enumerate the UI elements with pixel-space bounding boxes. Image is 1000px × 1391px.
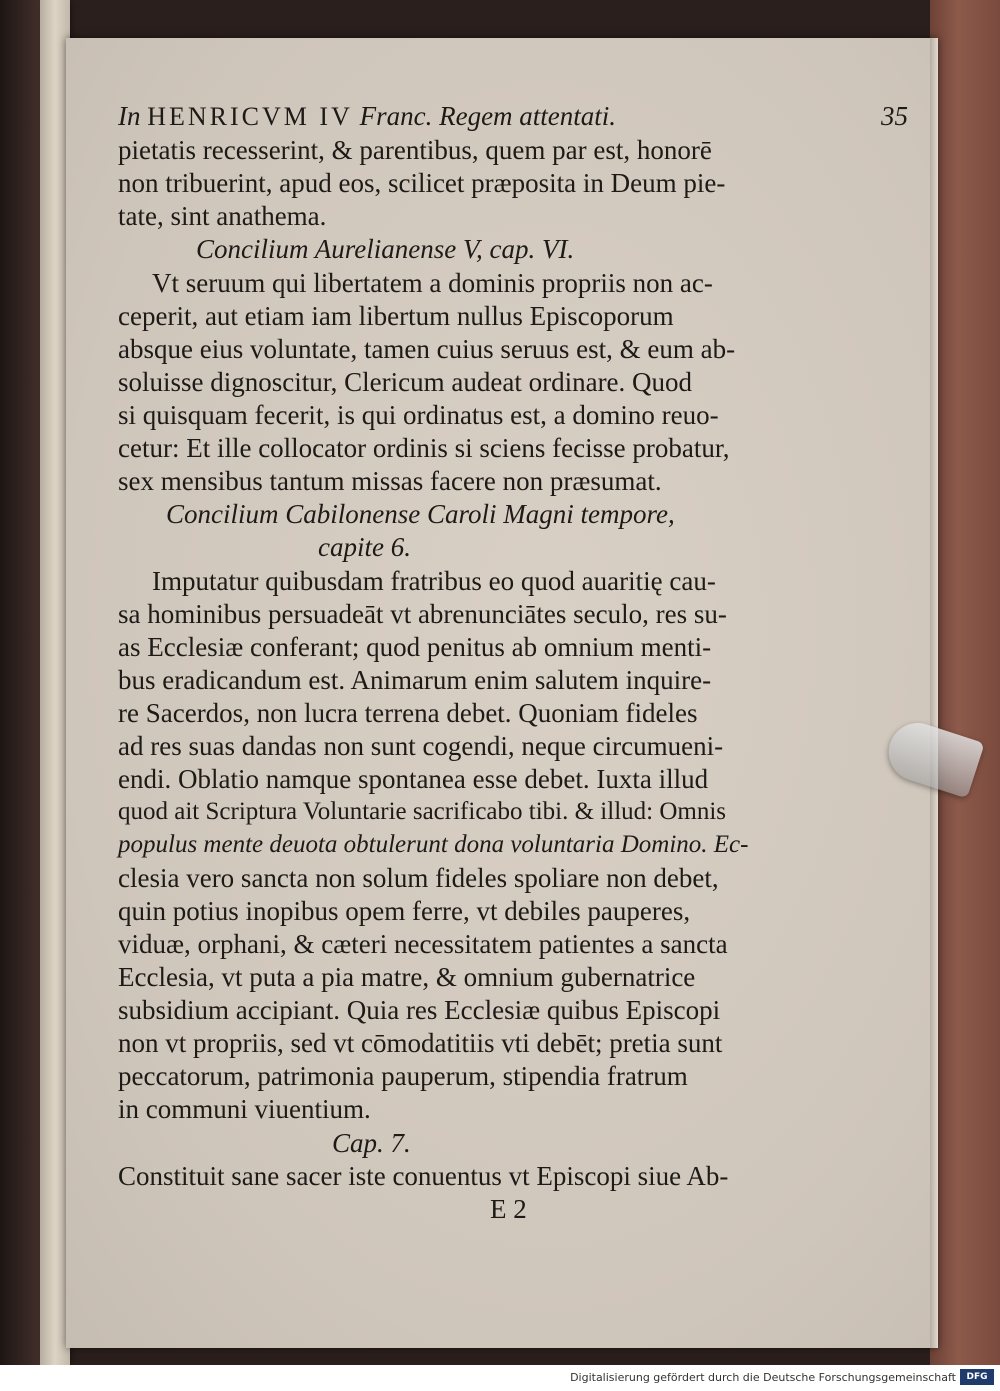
header-rest: Franc. Regem attentati. <box>359 101 617 131</box>
text-line: populus mente deuota obtulerunt dona voluntaria Domino. Ec- <box>118 831 749 858</box>
section-heading: Concilium Aurelianense V, cap. VI. <box>196 234 575 264</box>
text-line: Ecclesia, vt puta a pia matre, & omnium gubernatrice <box>118 962 696 992</box>
header-prefix: In <box>118 101 141 131</box>
text-line: sa hominibus persuadeāt vt abrenunciātes seculo, res su- <box>118 599 727 629</box>
section-heading: capite 6. <box>318 532 411 562</box>
text-line: re Sacerdos, non lucra terrena debet. Quoniam fideles <box>118 698 698 728</box>
signature-mark: E 2 <box>490 1194 527 1224</box>
page-edge <box>930 38 938 1348</box>
text-line: non tribuerint, apud eos, scilicet præposita in Deum pie- <box>118 168 726 198</box>
text-line: peccatorum, patrimonia pauperum, stipendia fratrum <box>118 1061 688 1091</box>
text-line: non vt propriis, sed vt cōmodatitiis vti debēt; pretia sunt <box>118 1028 723 1058</box>
text-line: Vt seruum qui libertatem a dominis propriis non ac- <box>152 268 713 298</box>
section-heading: Concilium Cabilonense Caroli Magni tempore, <box>166 499 675 529</box>
text-line: viduæ, orphani, & cæteri necessitatem patientes a sancta <box>118 929 728 959</box>
text-line: pietatis recesserint, & parentibus, quem par est, honorē <box>118 135 712 165</box>
book-page <box>66 38 938 1348</box>
text-line: endi. Oblatio namque spontanea esse debet. Iuxta illud <box>118 764 709 794</box>
footer-credit: Digitalisierung gefördert durch die Deutsche Forschungsgemeinschaft <box>570 1371 956 1384</box>
running-header <box>118 100 908 133</box>
text-line: Imputatur quibusdam fratribus eo quod auaritię cau- <box>152 566 716 596</box>
text-line: si quisquam fecerit, is qui ordinatus est, a domino reuo- <box>118 400 719 430</box>
text-line: Constituit sane sacer iste conuentus vt Episcopi siue Ab- <box>118 1161 729 1191</box>
text-line: quin potius inopibus opem ferre, vt debiles pauperes, <box>118 896 691 926</box>
text-line: tate, sint anathema. <box>118 201 327 231</box>
text-line: ceperit, aut etiam iam libertum nullus Episcoporum <box>118 301 674 331</box>
text-line: absque eius voluntate, tamen cuius seruus est, & eum ab- <box>118 334 736 364</box>
text-line: quod ait Scriptura Voluntarie sacrificabo tibi. & illud: Omnis <box>118 798 727 825</box>
text-line: sex mensibus tantum missas facere non præsumat. <box>118 466 662 496</box>
text-line: cetur: Et ille collocator ordinis si sciens fecisse probatur, <box>118 433 730 463</box>
header-name: HENRICVM IV <box>147 102 353 131</box>
page-number: 35 <box>881 101 908 131</box>
text-line: soluisse dignoscitur, Clericum audeat ordinare. Quod <box>118 367 693 397</box>
text-line: as Ecclesiæ conferant; quod penitus ab omnium menti- <box>118 632 712 662</box>
footer <box>0 1365 1000 1391</box>
book-cover-right <box>930 0 1000 1365</box>
text-line: in communi viuentium. <box>118 1094 371 1124</box>
text-line: subsidium accipiant. Quia res Ecclesiæ quibus Episcopi <box>118 995 721 1025</box>
text-line: ad res suas dandas non sunt cogendi, neque circumueni- <box>118 731 724 761</box>
text-line: bus eradicandum est. Animarum enim salutem inquire- <box>118 665 712 695</box>
dfg-logo: DFG <box>960 1369 994 1385</box>
section-heading: Cap. 7. <box>332 1128 411 1158</box>
text-line: clesia vero sancta non solum fideles spoliare non debet, <box>118 863 719 893</box>
